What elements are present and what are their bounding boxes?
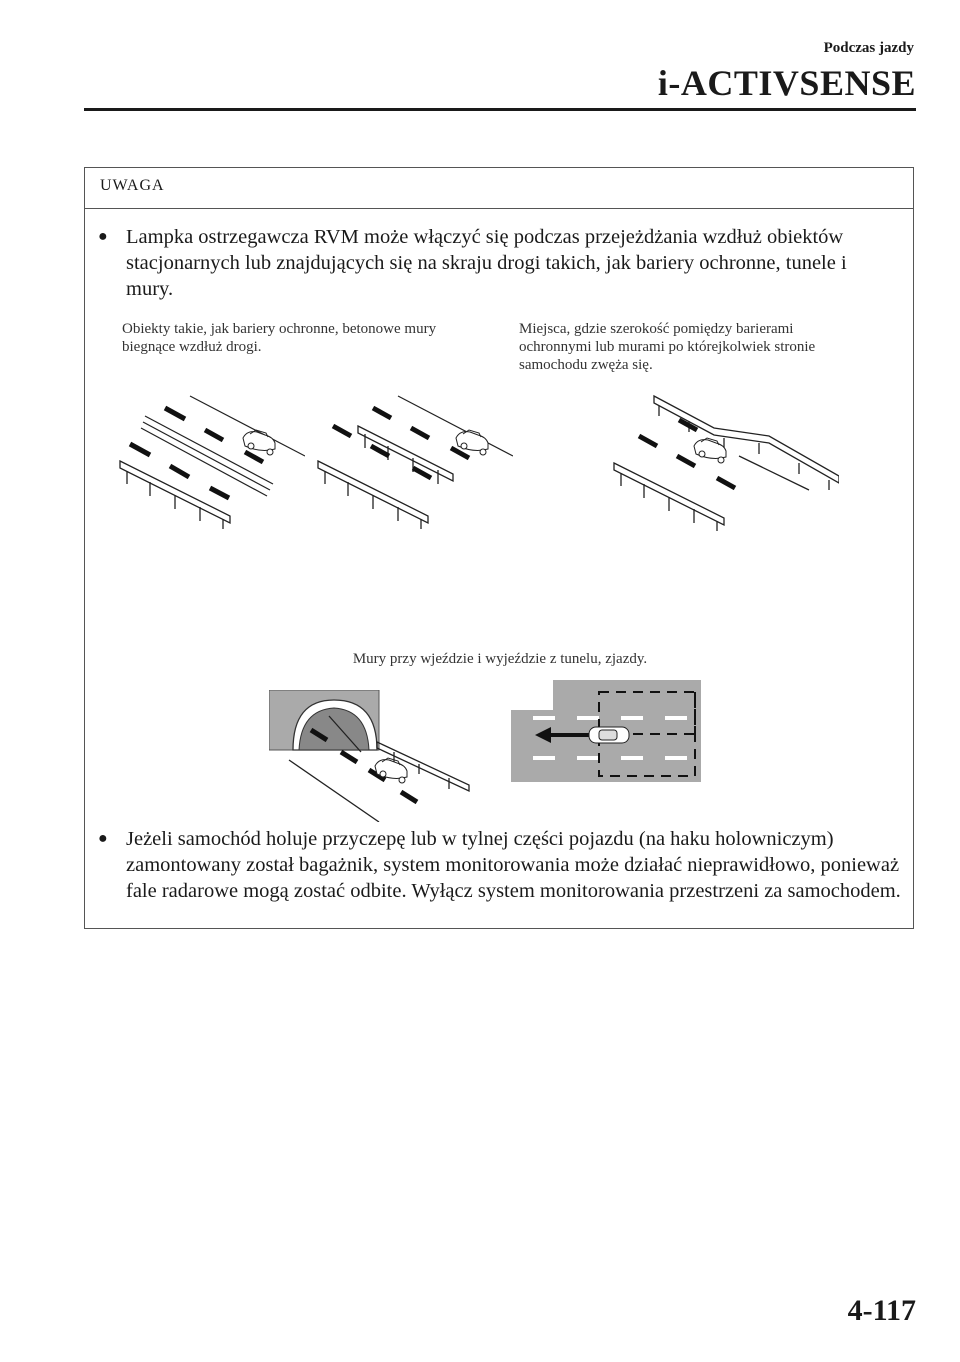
caption-narrowing: Miejsca, gdzie szerokość pomiędzy barierami ochronnymi lub murami po którejkolwiek stronie samochodu zwęża się. (519, 321, 816, 373)
bullet-icon: ● (98, 830, 108, 847)
chapter-title: i-ACTIVSENSE (657, 63, 916, 103)
bullet-text: Lampka ostrzegawcza RVM może włączyć się podczas przejeżdżania wzdłuż obiektów stacjonarnych lub znajdujących się na skraju drogi takich, jak bariery ochronne, tunele i mury. (126, 226, 847, 300)
illustration-exit-ramp (511, 680, 701, 782)
caption-tunnel: Mury przy wjeździe i wyjeździe z tunelu, zjazdy. (352, 651, 648, 667)
illustration-tunnel (269, 690, 479, 822)
header-divider (84, 108, 916, 111)
illustration-double-guardrail (303, 386, 513, 531)
illustration-concrete-wall (105, 386, 305, 531)
bullet-item-rvm-warning (98, 224, 888, 302)
illustration-narrowing-barriers (599, 388, 839, 533)
caption-barriers: Obiekty takie, jak bariery ochronne, betonowe mury biegnące wzdłuż drogi. (122, 321, 437, 355)
bullet-text: Jeżeli samochód holuje przyczepę lub w tylnej części pojazdu (na haku holowniczym) zamontowany został bagażnik, system monitorowania może działać nieprawidłowo, ponieważ fale radarowe mogą zostać odbite. Wyłącz system monitorowania przestrzeni za samochodem. (126, 828, 901, 902)
bullet-icon: ● (98, 228, 108, 245)
caution-box (84, 167, 914, 929)
bullet-item-trailer (98, 826, 908, 904)
caution-title: UWAGA (85, 168, 913, 209)
page-number: 4-117 (847, 1294, 916, 1327)
section-title: Podczas jazdy (823, 40, 914, 56)
